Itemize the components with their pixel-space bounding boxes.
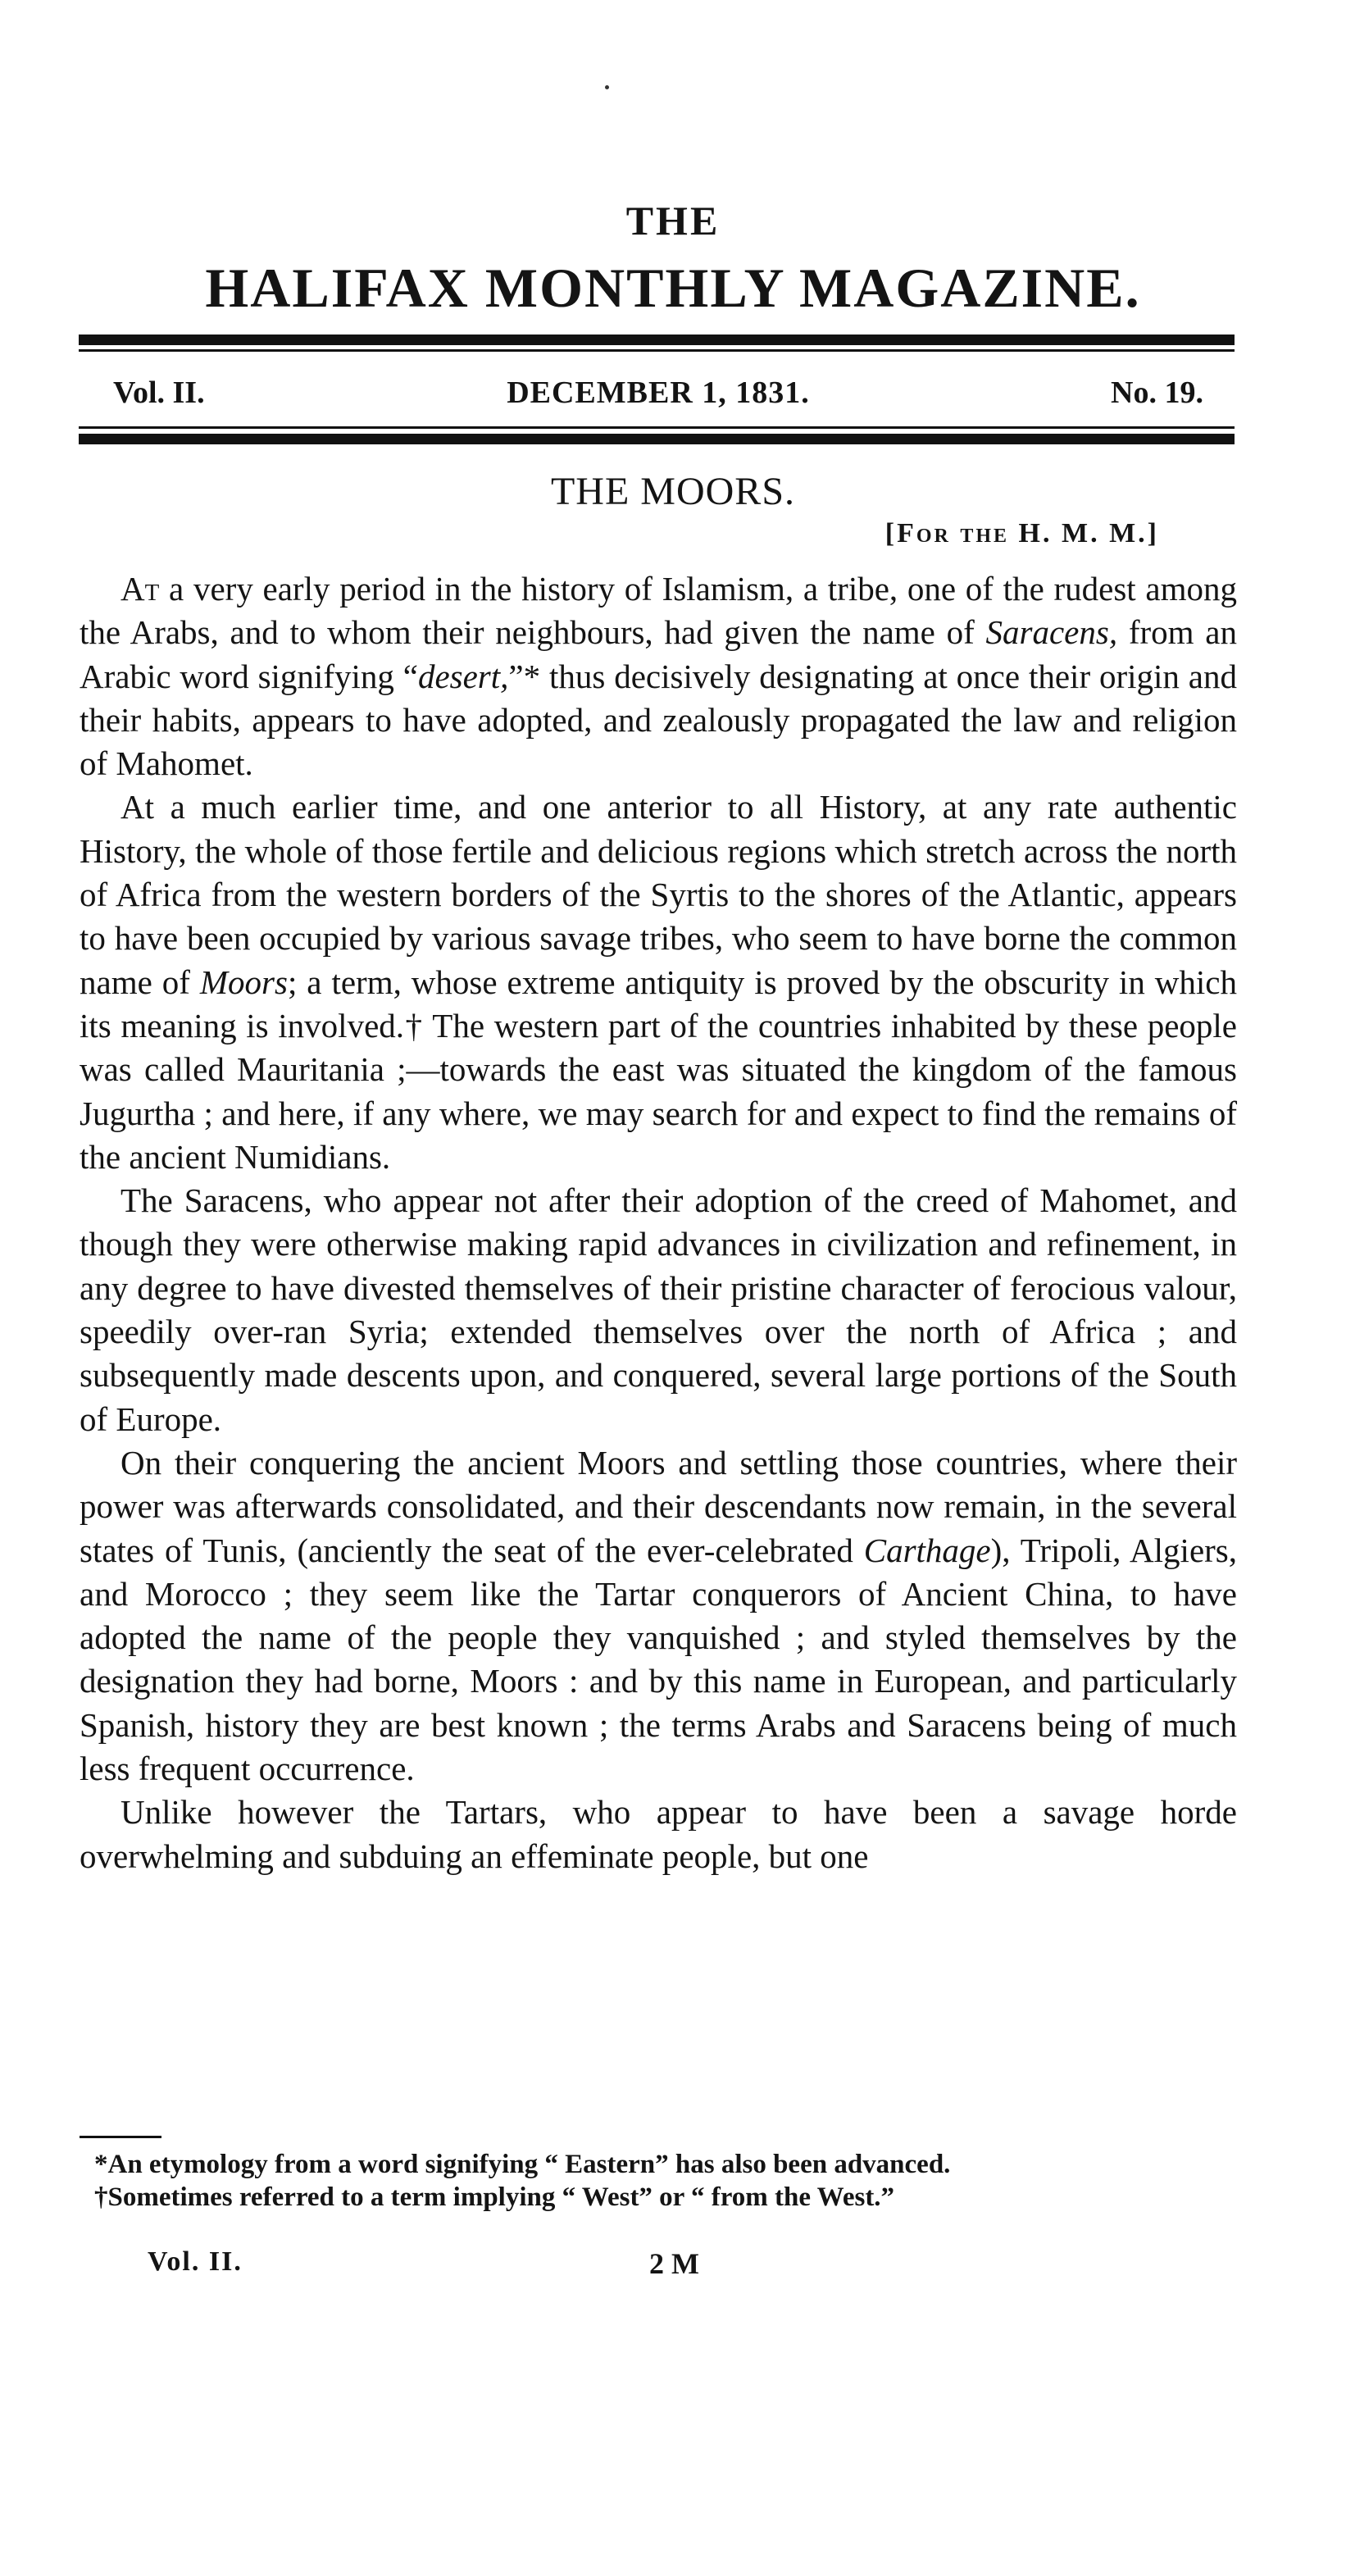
italic-term: desert, [417,657,509,695]
italic-term: Carthage [863,1531,991,1569]
paragraph-text: ”* thus decisively designating at once their origin and their habits, appears to have adopted, and zealously propagated the law and religion of Mahomet. [80,657,1237,783]
italic-term: Moors [199,963,288,1001]
footnotes [80,2148,1237,2214]
article-attribution: [For the H. M. M.] [884,518,1159,548]
folio-volume: Vol. II. [148,2246,243,2277]
ink-speck [605,85,609,89]
paragraph-text: At a much earlier time, and one anterior to all History, at any rate authentic History, the whole of those fertile and delicious regions which stretch across the north of Africa from the western borders of the Syrtis to the shores of the Atlantic, appears to have been occupied by various savage tribes, who seem to have borne the common name of [80,788,1237,1001]
paragraph: Unlike however the Tartars, who appear to have been a savage horde overwhelming and subduing an effeminate people, but one [80,1793,1237,1875]
paragraph [80,567,1237,785]
paragraph [80,1441,1237,1791]
footnote: †Sometimes referred to a term implying “ West” or “ from the West.” [94,2182,895,2212]
masthead-article: THE [625,198,721,243]
italic-term: Saracens, [985,613,1118,652]
footnote: *An etymology from a word signifying “ Eastern” has also been advanced. [94,2150,951,2179]
masthead-rule-thick-top [79,335,1235,345]
folio-signature: 2 M [649,2247,699,2280]
drop-lead-word: At [121,570,160,608]
masthead-rule-thick-bottom [79,434,1235,444]
issue-line [113,375,1203,416]
paragraph-text: ; a term, whose extreme antiquity is proved by the obscurity in which its meaning is involved.† The western part of the countries inhabited by these people was called Mauritania ;—towards the east was situated the kingdom of the famous Jugurtha ; and here, if any where, we may search for and expect to find the remains of the ancient Numidians. [80,963,1237,1176]
issue-date: DECEMBER 1, 1831. [507,375,810,410]
issue-number: No. 19. [1111,375,1203,410]
article-title: THE MOORS. [550,470,796,513]
article-body [80,567,1237,1878]
paragraph: The Saracens, who appear not after their adoption of the creed of Mahomet, and though they were otherwise making rapid advances in civilization and refinement, in any degree to have divested themselves of their pristine character of ferocious valour, speedily over-ran Syria; extended themselves over the north of Africa ; and subsequently made descents upon, and conquered, several large portions of the South of Europe. [80,1181,1237,1438]
paragraph-text: from an Arabic word signifying “ [80,613,1237,695]
issue-volume: Vol. II. [113,375,205,410]
paragraph [80,785,1237,1179]
footnote-rule [80,2136,161,2138]
paragraph-text: ), Tripoli, Algiers, and Morocco ; they seem like the Tartar conquerors of Ancient China, to have adopted the name of the people they vanquished ; and styled themselves by the designation they had borne, Moors : and by this name in European, and particularly Spanish, history they are best known ; the terms Arabs and Saracens being of much less frequent occurrence. [80,1531,1237,1788]
masthead-title: HALIFAX MONTHLY MAGAZINE. [205,257,1141,319]
masthead-rule-thin-bottom [79,426,1235,429]
paragraph-text: a very early period in the history of Islamism, a tribe, one of the rudest among the Arabs, and to whom their neighbours, had given the name of [80,570,1237,652]
masthead-rule-thin-top [79,349,1235,352]
paragraph-text: On their conquering the ancient Moors and settling those countries, where their power was afterwards consolidated, and their descendants now remain, in the several states of Tunis, (anciently the seat of the ever-celebrated [80,1443,1237,1569]
